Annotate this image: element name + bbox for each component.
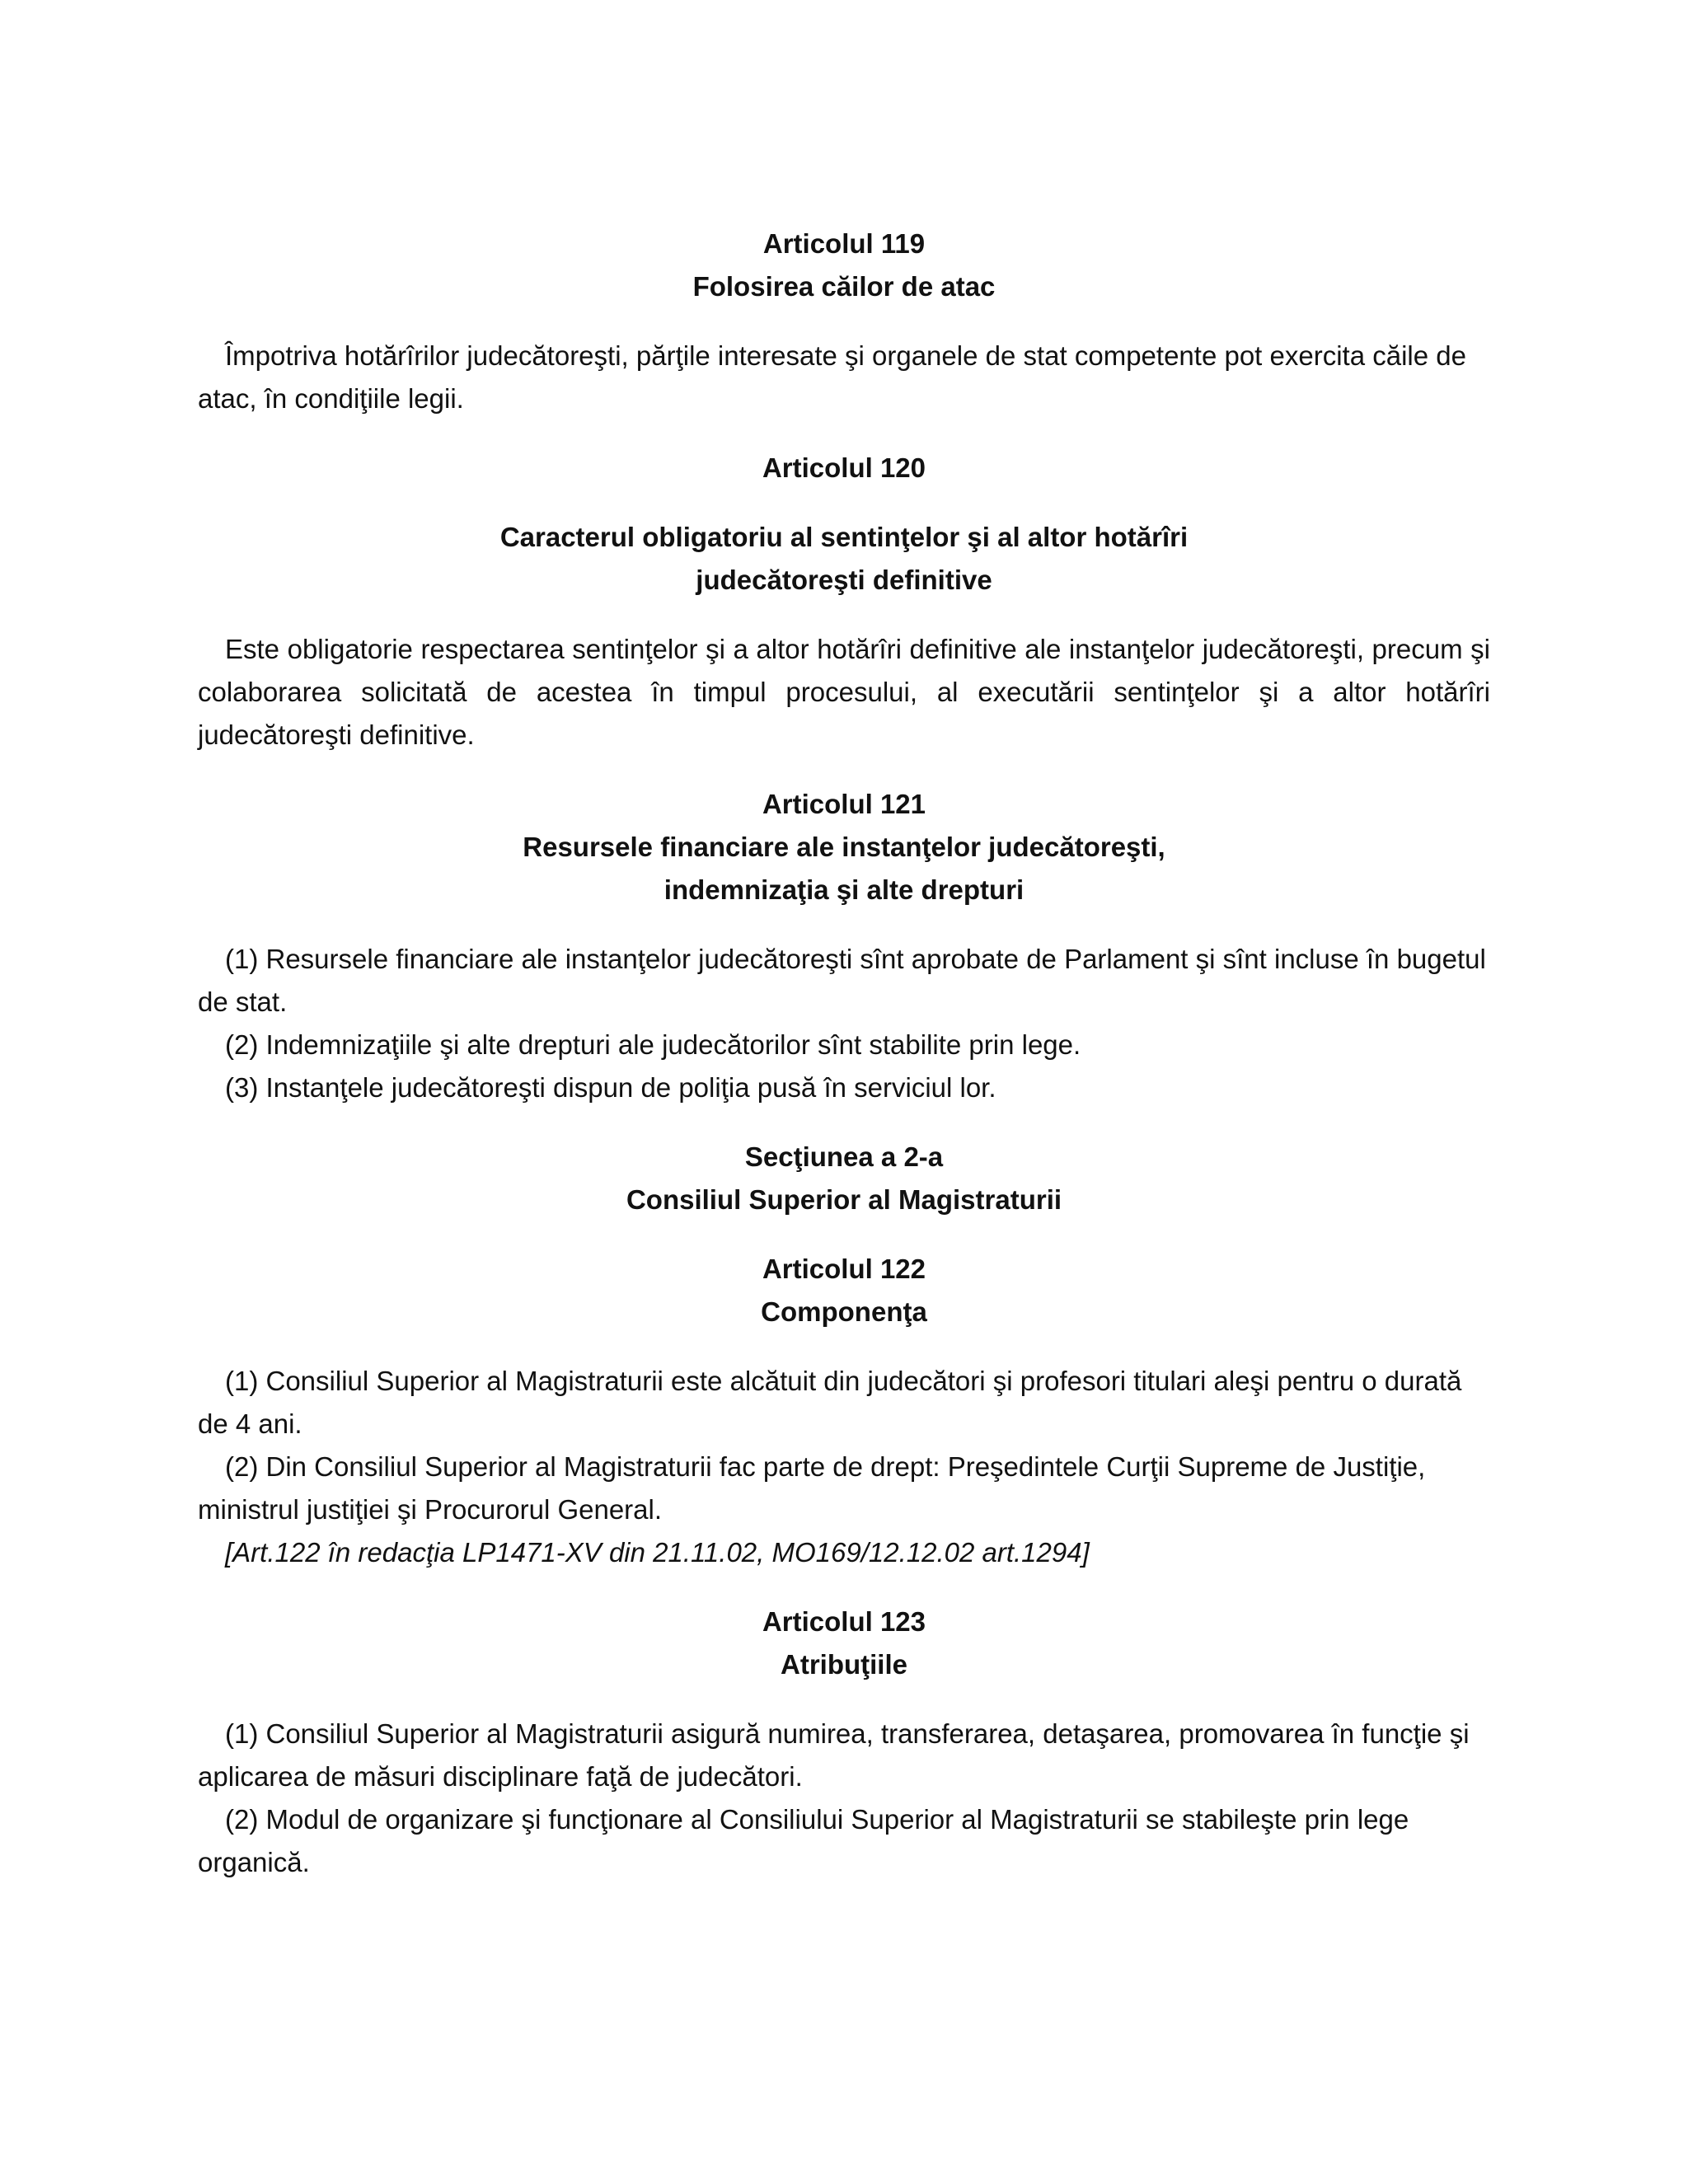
article-123-paragraph-1: (1) Consiliul Superior al Magistraturii asigură numirea, transferarea, detaşarea, promovarea în funcţie şi aplicarea de măsuri disciplinare faţă de judecători. <box>198 1718 1470 1792</box>
document-page <box>198 223 1490 1884</box>
article-123-number: Articolul 123 <box>762 1606 926 1637</box>
article-120-text: Este obligatorie respectarea sentinţelor şi a altor hotărîri definitive ale instanţelor judecătoreşti, precum şi colaborarea solicitată de acestea în timpul procesului, al executării sentinţelor şi a altor hotărîri judecătoreşti definitive. <box>198 634 1490 750</box>
article-122-number: Articolul 122 <box>762 1254 926 1284</box>
article-122-title: Componenţa <box>761 1296 927 1327</box>
section-number: Secţiunea a 2-a <box>744 1141 944 1172</box>
section-title: Consiliul Superior al Magistraturii <box>626 1184 1062 1215</box>
article-119-title: Folosirea căilor de atac <box>692 271 996 302</box>
article-121-paragraph-1: (1) Resursele financiare ale instanţelor judecătoreşti sînt aprobate de Parlament şi sînt incluse în bugetul de stat. <box>198 944 1486 1017</box>
article-120-number: Articolul 120 <box>762 452 926 483</box>
article-120-title-line1: Caracterul obligatoriu al sentinţelor şi al altor hotărîri <box>499 522 1189 552</box>
article-121-title-line2: indemnizaţia şi alte drepturi <box>663 874 1025 905</box>
article-122-paragraph-1: (1) Consiliul Superior al Magistraturii este alcătuit din judecători şi profesori titulari aleşi pentru o durată de 4 ani. <box>198 1366 1462 1439</box>
article-121-title-line1: Resursele financiare ale instanţelor judecătoreşti, <box>523 832 1165 862</box>
article-123-paragraph-2: (2) Modul de organizare şi funcţionare al Consiliului Superior al Magistraturii se stabileşte prin lege organică. <box>198 1804 1409 1877</box>
article-119-text: Împotriva hotărîrilor judecătoreşti, părţile interesate şi organele de stat competente pot exercita căile de atac, în condiţiile legii. <box>198 340 1466 414</box>
article-123-title: Atribuţiile <box>781 1649 907 1680</box>
article-120-title-line2: judecătoreşti definitive <box>696 565 992 595</box>
article-121-number: Articolul 121 <box>762 789 926 819</box>
article-121-paragraph-3: (3) Instanţele judecătoreşti dispun de poliţia pusă în serviciul lor. <box>225 1072 996 1103</box>
article-122-amendment-note: [Art.122 în redacţia LP1471-XV din 21.11.02, MO169/12.12.02 art.1294] <box>225 1537 1090 1568</box>
article-122-paragraph-2: (2) Din Consiliul Superior al Magistraturii fac parte de drept: Preşedintele Curţii Supreme de Justiţie, ministrul justiţiei şi Procurorul General. <box>198 1451 1426 1525</box>
article-121-paragraph-2: (2) Indemnizaţiile şi alte drepturi ale judecătorilor sînt stabilite prin lege. <box>225 1029 1081 1060</box>
article-119-number: Articolul 119 <box>762 228 926 259</box>
